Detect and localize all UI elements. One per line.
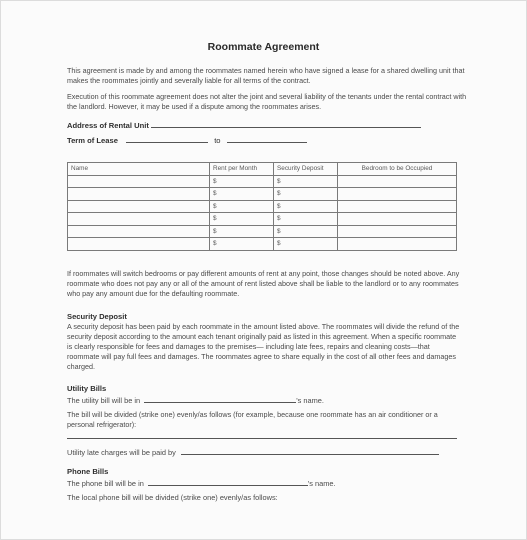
cell-rent[interactable] — [210, 225, 274, 238]
cell-rent[interactable] — [210, 238, 274, 251]
dollar-sign: $ — [213, 240, 217, 248]
dollar-sign: $ — [213, 227, 217, 235]
dollar-sign: $ — [277, 240, 281, 248]
cell-rent[interactable] — [210, 200, 274, 213]
table-row — [68, 175, 457, 188]
dollar-sign: $ — [277, 190, 281, 198]
cell-name[interactable] — [68, 225, 210, 238]
utility-name-blank[interactable] — [144, 394, 296, 403]
utility-divided-paragraph: The bill will be divided (strike one) evenly/as follows (for example, because one roommate has an air conditioner or a personal refrigerator): — [67, 410, 438, 429]
table-row — [68, 188, 457, 201]
utility-bill-prefix: The utility bill will be in — [67, 396, 141, 405]
table-row — [68, 200, 457, 213]
address-label: Address of Rental Unit — [67, 121, 149, 130]
phone-bill-suffix: 's name. — [307, 479, 336, 488]
utility-bill-row — [67, 394, 324, 405]
security-heading: Security Deposit — [67, 312, 127, 321]
cell-deposit[interactable] — [274, 238, 338, 251]
cell-deposit[interactable] — [274, 175, 338, 188]
cell-bedroom[interactable] — [338, 175, 457, 188]
term-to-label: to — [214, 136, 221, 145]
utility-bill-suffix: 's name. — [296, 396, 324, 405]
dollar-sign: $ — [277, 202, 281, 210]
cell-bedroom[interactable] — [338, 225, 457, 238]
utility-divided-blank[interactable] — [67, 438, 457, 439]
address-row — [67, 119, 421, 130]
table-row — [68, 238, 457, 251]
table-row — [68, 225, 457, 238]
term-start-blank[interactable] — [126, 134, 208, 143]
term-row — [67, 134, 307, 145]
cell-bedroom[interactable] — [338, 188, 457, 201]
utility-late-row — [67, 446, 439, 457]
dollar-sign: $ — [213, 177, 217, 185]
cell-bedroom[interactable] — [338, 213, 457, 226]
phone-local-row: The local phone bill will be divided (strike one) evenly/as follows: — [67, 493, 278, 502]
header-name: Name — [68, 163, 210, 176]
header-bedroom: Bedroom to be Occupied — [338, 163, 457, 176]
cell-name[interactable] — [68, 188, 210, 201]
cell-rent[interactable] — [210, 188, 274, 201]
phone-heading: Phone Bills — [67, 467, 109, 476]
dollar-sign: $ — [213, 202, 217, 210]
document-title: Roommate Agreement — [207, 41, 320, 53]
cell-deposit[interactable] — [274, 200, 338, 213]
cell-deposit[interactable] — [274, 225, 338, 238]
intro-paragraph: This agreement is made by and among the roommates named herein who have signed a lease for a shared dwelling unit that makes the roommates jointly and severally liable for all terms of the contract. — [67, 66, 465, 85]
dollar-sign: $ — [277, 215, 281, 223]
switch-paragraph: If roommates will switch bedrooms or pay different amounts of rent at any point, those changes should be noted above. Any roommate who does not pay any or all of the amount of rent listed above shall be liable to the landlord or to any roommates who pay any amount due for the defaulting roommate. — [67, 269, 460, 298]
term-label: Term of Lease — [67, 136, 118, 145]
dollar-sign: $ — [277, 227, 281, 235]
table-row — [68, 213, 457, 226]
cell-rent[interactable] — [210, 213, 274, 226]
phone-name-blank[interactable] — [148, 477, 308, 486]
utility-late-blank[interactable] — [181, 446, 439, 455]
roommate-table — [67, 162, 457, 251]
cell-bedroom[interactable] — [338, 200, 457, 213]
execution-paragraph: Execution of this roommate agreement does not alter the joint and several liability of the tenants under the rental contract with the landlord. However, it may be used if a dispute among the roommates arises. — [67, 92, 467, 111]
cell-deposit[interactable] — [274, 213, 338, 226]
dollar-sign: $ — [213, 215, 217, 223]
address-blank[interactable] — [151, 119, 421, 128]
table-header-row — [68, 163, 457, 176]
utility-late-label: Utility late charges will be paid by — [67, 448, 176, 457]
cell-bedroom[interactable] — [338, 238, 457, 251]
header-rent: Rent per Month — [210, 163, 274, 176]
cell-name[interactable] — [68, 200, 210, 213]
header-deposit: Security Deposit — [274, 163, 338, 176]
term-end-blank[interactable] — [227, 134, 307, 143]
cell-rent[interactable] — [210, 175, 274, 188]
cell-deposit[interactable] — [274, 188, 338, 201]
security-paragraph: A security deposit has been paid by each roommate in the amount listed above. The roommates will divide the refund of the security deposit according to the amount each tenant originally paid as listed in this agreement. When a specific roommate is clearly responsible for fees and damages to the premises— including late fees, repairs and cleaning costs—that roommate will pay full fees and damages. The roommates agree to share equally in the cost of all other fees and damages charged. — [67, 322, 460, 371]
utility-heading: Utility Bills — [67, 384, 107, 393]
dollar-sign: $ — [213, 190, 217, 198]
cell-name[interactable] — [68, 238, 210, 251]
dollar-sign: $ — [277, 177, 281, 185]
cell-name[interactable] — [68, 175, 210, 188]
cell-name[interactable] — [68, 213, 210, 226]
phone-bill-row — [67, 477, 336, 488]
phone-bill-prefix: The phone bill will be in — [67, 479, 144, 488]
